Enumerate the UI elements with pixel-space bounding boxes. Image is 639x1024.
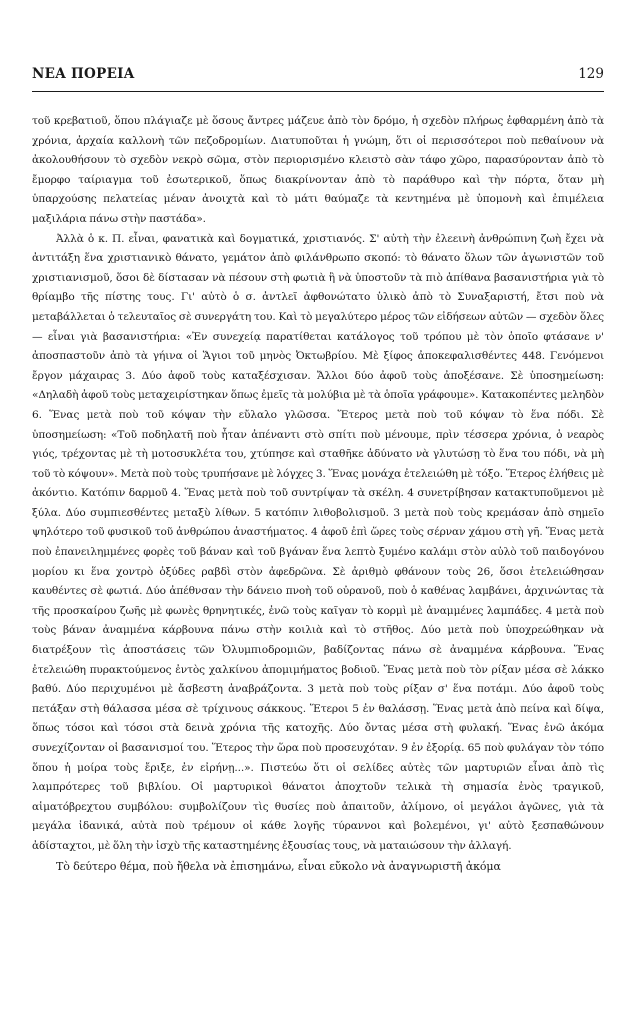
paragraph-second-theme: Τὸ δεύτερο θέμα, ποὺ ἤθελα νὰ ἐπισημάνω, εἶναι εὔκολο νὰ ἀναγνωριστῆ ἀκόμα: [56, 859, 501, 873]
page-number: 129: [578, 66, 604, 82]
paragraph-continued: τοῦ κρεβατιοῦ, ὅπου πλάγιαζε μὲ ὅσους ἄντρες μάζευε ἀπὸ τὸν δρόμο, ἡ σχεδὸν πλήρως ἐφθαρμένη ἀπὸ τὰ χρόνια, ἀρχαία καλλονὴ τῶν πεζοδρομίων. Διατυποῦται ἡ γνώμη, ὅτι οἱ περισσότεροι ποὺ πεθαίνουν νὰ ἀκολουθήσουν τὸ σχεδὸν νεκρὸ σῶμα, στὸν περιορισμένο κλειστὸ σὰν τάφο χῶρο, παρασύρονταν ἀπὸ τὸ ἔμορφο ταίριαγμα τοῦ ἐσωτερικοῦ, ὅπως διακρίνονταν ἀπὸ τὸ παράθυρο καὶ τὴν πόρτα, ὅταν μὴ ὑπαρχούσης πελατείας μέναν ἀνοιχτὰ καὶ τὸ μάτι θαύμαζε τὰ κεντημένα μὲ ὑπομονὴ καὶ ἐπιμέλεια μαξιλάρια πάνω στὴν παστάδα».: [32, 115, 604, 225]
paragraph-martyrs: Ἀλλὰ ὁ κ. Π. εἶναι, φανατικὰ καὶ δογματικά, χριστιανός. Σ' αὐτὴ τὴν ἐλεεινὴ ἀνθρώπινη ζωὴ ἔχει νὰ ἀντιτάξη ἕνα χριστιανικὸ θάνατο, γεμάτον ἀπὸ φιλάνθρωπο σκοπό: τὸ θάνατο ὅλων τῶν ἀγωνιστῶν τοῦ χριστιανισμοῦ, ὅσοι δὲ δίστασαν νὰ πέσουν στὴ φωτιὰ ἢ νὰ ὑποστοῦν τὰ πιὸ ἀπίθανα βασανιστήρια γιὰ τὸ θρίαμβο τῆς πίστης τους. Γι' αὐτὸ ὁ σ. ἀντλεῖ ἀφθονώτατο ὑλικὸ ἀπὸ τὸ Συναξαριστή, ἔτσι ποὺ νὰ μεταβάλλεται ὁ τελευταῖος σὲ συνεργάτη του. Καὶ τὸ μεγαλύτερο μέρος τῶν εἰδήσεων αὐτῶν — σχεδὸν ὅλες — εἶναι γιὰ βασανιστήρια: «Ἐν συνεχείᾳ παρατίθεται κατάλογος τοῦ τρόπου μὲ τὸν ὁποῖο φτάσανε ν' ἀποσπαστοῦν ἀπὸ τὰ γήινα οἱ Ἅγιοι τοῦ μηνὸς Ὀκτωβρίου. Μὲ ξίφος ἀποκεφαλισθέντες 448. Γενόμενοι ἔργον μάχαιρας 3. Δύο ἀφοῦ τοὺς καταξέσχισαν. Ἄλλοι δύο ἀφοῦ τοὺς ἀποξέσανε. Σὲ ὑποσημείωση: «Δηλαδὴ ἀφοῦ τοὺς μεταχειρίστηκαν ὅπως ἐμεῖς τὰ μολύβια μὲ τὰ ὁποῖα γράφουμε». Κατακοπέντες μεληδὸν 6. Ἕνας μετὰ ποὺ τοῦ κόψαν τὴν εὔλαλο γλῶσσα. Ἕτερος μετὰ ποὺ τοῦ κόψαν τὸ ἕνα πόδι. Σὲ ὑποσημείωση: «Τοῦ ποδηλατῆ ποὺ ἦταν ἀπέναντι στὸ σπίτι ποὺ μένουμε, πρὶν τέσσερα χρόνια, ὁ νεαρὸς γιός, τρέχοντας μὲ τὴ μοτοσυκλέτα του, χτύπησε καὶ σταθῆκε ἀδύνατο νὰ γλυτώσῃ τὸ ἕνα του πόδι, νὰ μὴ τοῦ τὸ κόψουν». Μετὰ ποὺ τοὺς τρυπήσανε μὲ λόγχες 3. Ἕνας μονάχα ἐτελειώθη μὲ τόξο. Ἕτερος ἐλήθεις μὲ ἀκόντιο. Κατόπιν δαρμοῦ 4. Ἕνας μετὰ ποὺ τοῦ συντρίψαν τὰ σκέλη. 4 συνετρίβησαν κατακτυποῦμενοι μὲ ξύλα. Δύο συμπιεσθέντες μεταξὺ λίθων. 5 κατόπιν λιθοβολισμοῦ. 3 μετὰ ποὺ τοὺς κρεμάσαν ἀπὸ σημεῖο ψηλότερο τοῦ φυσικοῦ τοῦ ἀνθρώπου ἀναστήματος. 4 ἀφοῦ ἐπὶ ὥρες τοὺς σέρναν χάμου στὴ γῆ. Ἕνας μετὰ ποὺ ἐπανειλημμένες φορὲς τοῦ βάναν καὶ τοῦ βγάναν ἕνα λεπτὸ ξυμένο καλάμι στὸν αὐλὸ τοῦ παιδογόνου μορίου κι ἕνα χοντρὸ ὀξύδες ραβδὶ στὸν ἀφεδρῶνα. Σὲ ἀριθμὸ φθάνουν τοὺς 26, ὅσοι ἐτελειώθησαν καυθέντες σὲ φωτιά. Δύο ἀπέθνσαν τὴν δάνειο πνοὴ τοῦ οὐρανοῦ, ποὺ ὁ καθένας λαμβάνει, ἀρχινώντας τὰ τῆς προσκαίρου ζωῆς μὲ φωνὲς θρηνητικές, ἐνῶ τοὺς καῖγαν τὸ κορμὶ μὲ ἀναμμένες λαμπάδες. 4 μετὰ ποὺ τοὺς βάναν ἀναμμένα κάρβουνα πάνω στὴν κοιλιὰ καὶ τὸ στῆθος. Δύο μετὰ ποὺ ὑποχρεώθηκαν νὰ διατρέξουν τὶς ἀποστάσεις τῶν Ὀλυμπιοδρομιῶν, βαδίζοντας πάνω σὲ ἀναμμένα κάρβουνα. Ἕνας ἐτελειώθη πυρακτούμενος ἐντὸς χαλκίνου ἀπομιμήματος βοδιοῦ. Ἕνας μετὰ ποὺ τὸν ρίξαν μέσα σὲ λάκκο βαθύ. Δύο περιχυμένοι μὲ ἄσβεστη ἀναβράζοντα. 3 μετὰ ποὺ τοὺς ρίξαν σ' ἕνα ποτάμι. Δύο ἀφοῦ τοὺς πετάξαν στὴ θάλασσα μέσα σὲ τρίχινους σάκκους. Ἕτεροι 5 ἐν θαλάσσῃ. Ἕνας μετὰ ἀπὸ πείνα καὶ δίψα, ὅπως τόσοι καὶ τόσοι στὰ δεινὰ χρόνια τῆς κατοχῆς. Δύο ὄντας μέσα στὴ φυλακή. Ἕνας ἐνῶ ἀκόμα συνεχίζονταν οἱ βασανισμοί του. Ἕτερος τὴν ὥρα ποὺ προσευχόταν. 9 ἐν ἐξορίᾳ. 65 ποὺ φυλάγαν τὸν τόπο ὅπου ἡ μοίρα τοὺς ἔριξε, ἐν εἰρήνῃ...». Πιστεύω ὅτι οἱ σελίδες αὐτὲς τῶν μαρτυριῶν εἶναι ἀπὸ τὶς λαμπρότερες τοῦ βιβλίου. Οἱ μαρτυρικοὶ θάνατοι ἀποχτοῦν τελικὰ τὴ σημασία ἑνὸς τραγικοῦ, αἱματόβρεχτου συμβόλου: συμβολίζουν τὶς θυσίες ποὺ ἀπαιτοῦν, ἀλίμονο, οἱ μεγάλοι ἀγῶνες, γιὰ τὰ μεγάλα ἰδανικά, αὐτὰ ποὺ τρέμουν οἱ κάθε λογῆς τύραννοι καὶ βολεμένοι, γι' αὐτὸ ξεσπαθώνουν ἀδίσταχτοι, μὲ ὅλη τὴν ἰσχὺ τῆς καταστημένης ἐξουσίας τους, νὰ ματαιώσουν τὴν ἀλλαγή.: [32, 232, 604, 852]
article-body: [32, 112, 604, 876]
header-rule: [32, 91, 604, 92]
page-header: [32, 66, 604, 86]
running-head: ΝΕΑ ΠΟΡΕΙΑ: [32, 66, 135, 82]
